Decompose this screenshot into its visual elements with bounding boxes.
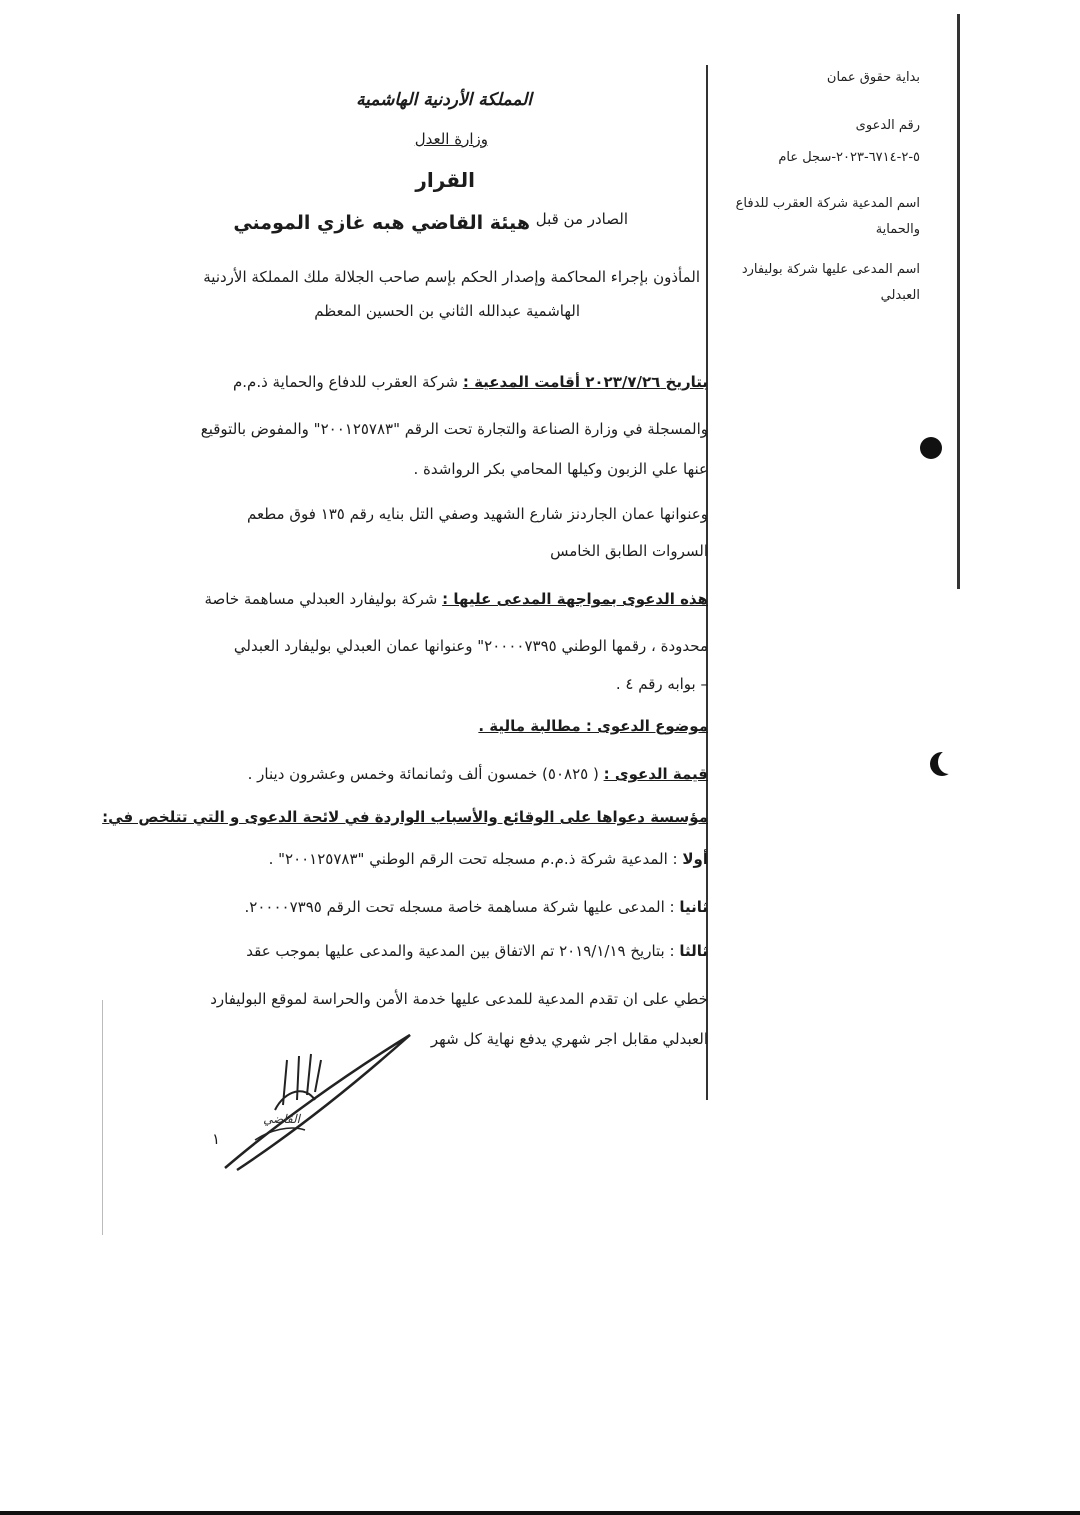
issued-by-label: الصادر من قبل [535, 210, 628, 228]
address-line-2: السروات الطابق الخامس [550, 542, 708, 560]
plaintiff-name-cont: والحماية [875, 222, 920, 237]
claim-basis-heading: مؤسسة دعواها على الوقائع والأسباب الواردة في لائحة الدعوى و التي تتلخص في: [102, 808, 708, 826]
authority-line-2: الهاشمية عبدالله الثاني بن الحسين المعظم [314, 302, 580, 320]
point-first-text: : المدعية شركة ذ.م.م مسجله تحت الرقم الوطني "٢٠٠١٢٥٧٨٣" . [268, 850, 678, 868]
scan-bottom-edge [0, 1511, 1080, 1515]
authority-line-1: المأذون بإجراء المحاكمة وإصدار الحكم بإسم صاحب الجلالة ملك المملكة الأردنية [203, 268, 700, 286]
filing-line [233, 373, 708, 391]
claim-value-line [248, 765, 708, 783]
decision-title: القرار [415, 168, 475, 192]
judge-signature [215, 1030, 425, 1175]
against-line [204, 590, 708, 608]
filing-label: بتاريخ ٢٠٢٣/٧/٢٦ أقامت المدعية : [462, 373, 708, 391]
claim-subject: موضوع الدعوى : مطالبة مالية . [478, 717, 708, 735]
registration-line: والمسجلة في وزارة الصناعة والتجارة تحت الرقم "٢٠٠١٢٥٧٨٣" والمفوض بالتوقيع [200, 420, 708, 438]
against-label: هذه الدعوى بمواجهة المدعى عليها : [442, 590, 708, 608]
defendant-detail-line: محدودة ، رقمها الوطني ٢٠٠٠٠٧٣٩٥" وعنوانها عمان العبدلي بوليفارد العبدلي [233, 637, 708, 655]
punch-hole-partial [930, 752, 954, 776]
plaintiff-name: اسم المدعية شركة العقرب للدفاع [735, 196, 920, 211]
point-third-line-2: خطي على ان تقدم المدعية للمدعى عليها خدمة الأمن والحراسة لموقع البوليفارد [210, 990, 708, 1008]
punch-hole [920, 437, 942, 459]
kingdom-heading: المملكة الأردنية الهاشمية [356, 90, 532, 110]
point-first-label: أولا [682, 850, 708, 868]
page-number: ١ [211, 1130, 220, 1148]
scan-edge-rule [102, 1000, 103, 1235]
attorney-line: عنها علي الزبون وكيلها المحامي بكر الرواشدة . [413, 460, 708, 478]
case-number: ٥-٢-٦٧١٤-٢٠٢٣-سجل عام [778, 150, 920, 165]
judge-name: هيئة القاضي هبه غازي المومني [233, 212, 530, 234]
defendant-name-cont: العبدلي [880, 288, 920, 303]
point-third-label: ثالثا [679, 942, 708, 960]
filing-text: شركة العقرب للدفاع والحماية ذ.م.م [233, 373, 459, 391]
defendant-name: اسم المدعى عليها شركة بوليفارد [741, 262, 920, 277]
point-second-label: ثانيا [679, 898, 708, 916]
ministry-heading: وزارة العدل [414, 130, 488, 148]
address-line-1: وعنوانها عمان الجاردنز شارع الشهيد وصفي التل بنايه رقم ١٣٥ فوق مطعم [247, 505, 708, 523]
point-third-line-3: العبدلي مقابل اجر شهري يدفع نهاية كل شهر [430, 1030, 708, 1048]
right-edge-rule [957, 14, 960, 589]
claim-value-text: ( ٥٠٨٢٥) خمسون ألف وثمانمائة وخمس وعشرون دينار . [247, 765, 599, 783]
defendant-gate-line: – بوابه رقم ٤ . [615, 675, 708, 693]
point-third-text: : بتاريخ ٢٠١٩/١/١٩ تم الاتفاق بين المدعية والمدعى عليها بموجب عقد [246, 942, 675, 960]
point-third [246, 942, 708, 960]
point-first [269, 850, 708, 868]
case-number-label: رقم الدعوى [855, 118, 920, 133]
claim-value-label: قيمة الدعوى : [603, 765, 708, 783]
point-second-text: : المدعى عليها شركة مساهمة خاصة مسجله تحت الرقم ٢٠٠٠٠٧٣٩٥. [244, 898, 675, 916]
point-second [245, 898, 708, 916]
court-name: بداية حقوق عمان [826, 70, 920, 85]
signature-caption: القاضي [263, 1112, 300, 1126]
against-text: شركة بوليفارد العبدلي مساهمة خاصة [204, 590, 438, 608]
